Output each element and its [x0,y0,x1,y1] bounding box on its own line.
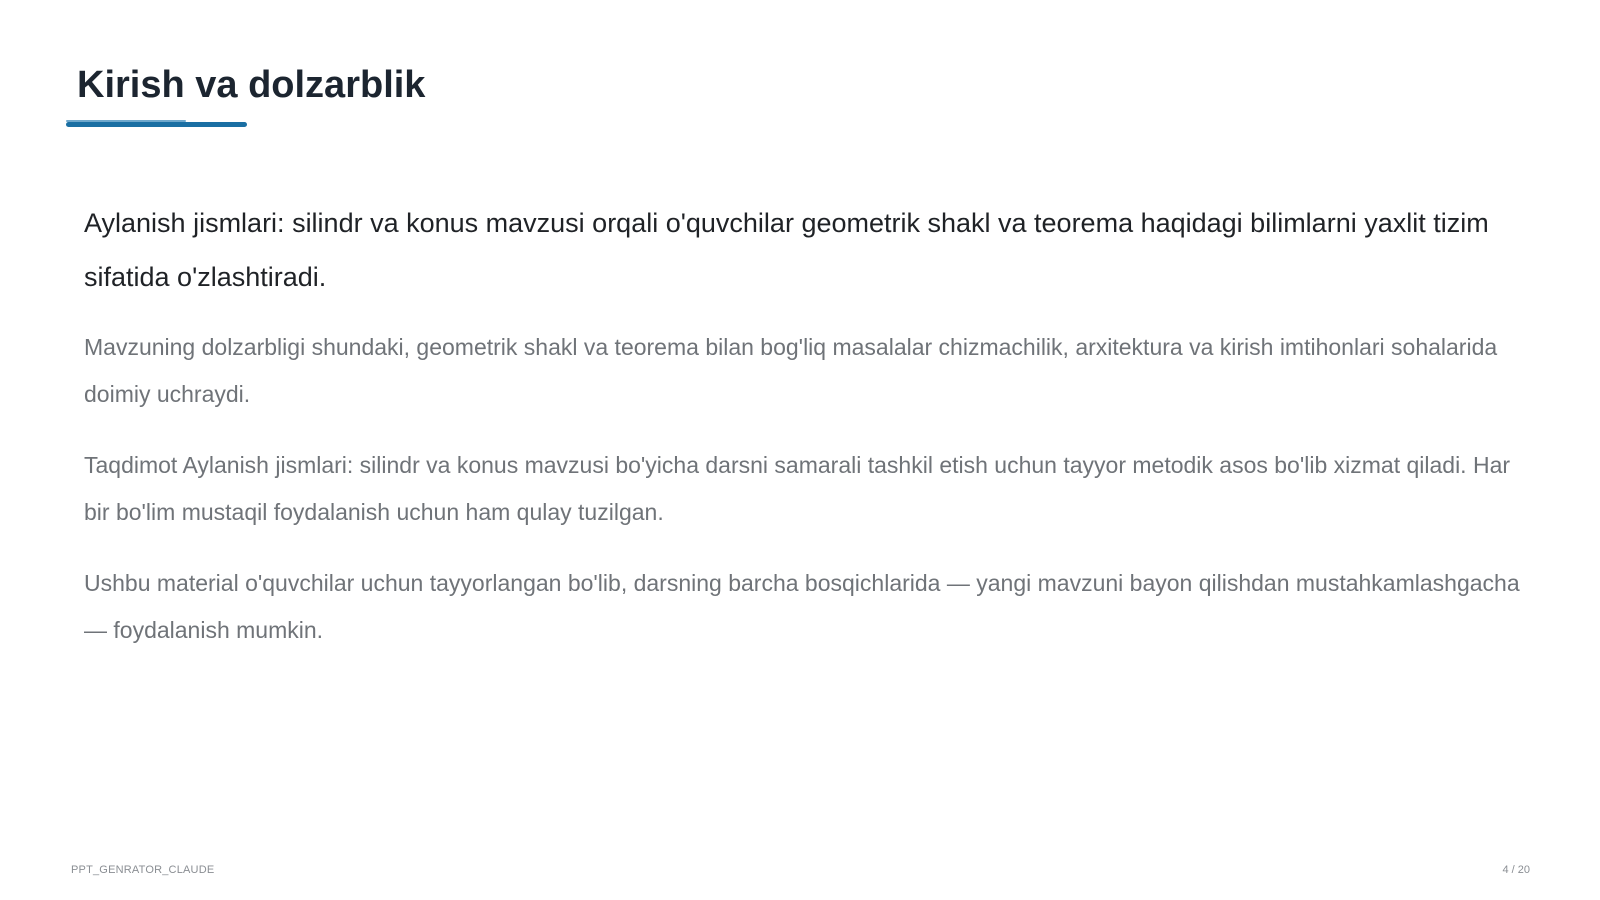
slide-page-number: 4 / 20 [1502,864,1530,876]
body-paragraph-presentation: Taqdimot Aylanish jismlari: silindr va konus mavzusi bo'yicha darsni samarali tashkil etish uchun tayyor metodik asos bo'lib xizmat qiladi. Har bir bo'lim mustaqil foydalanish uchun ham qulay tuzilgan. [84,452,1511,525]
lead-paragraph: Aylanish jismlari: silindr va konus mavzusi orqali o'quvchilar geometrik shakl va teorema haqidagi bilimlarni yaxlit tizim sifatida o'zlashtiradi. [84,208,1489,292]
body-paragraph-usage: Ushbu material o'quvchilar uchun tayyorlangan bo'lib, darsning barcha bosqichlarida — yangi mavzuni bayon qilishdan mustahkamlashgacha — foydalanish mumkin. [84,570,1520,643]
body-paragraph-relevance: Mavzuning dolzarbligi shundaki, geometrik shakl va teorema bilan bog'liq masalalar chizmachilik, arxitektura va kirish imtihonlari sohalarida doimiy uchraydi. [84,334,1498,407]
footer-source-label: PPT_GENRATOR_CLAUDE [71,864,215,876]
slide-body [84,196,1524,678]
slide-title: Kirish va dolzarblik [77,64,426,106]
title-underline-accent [66,122,247,127]
